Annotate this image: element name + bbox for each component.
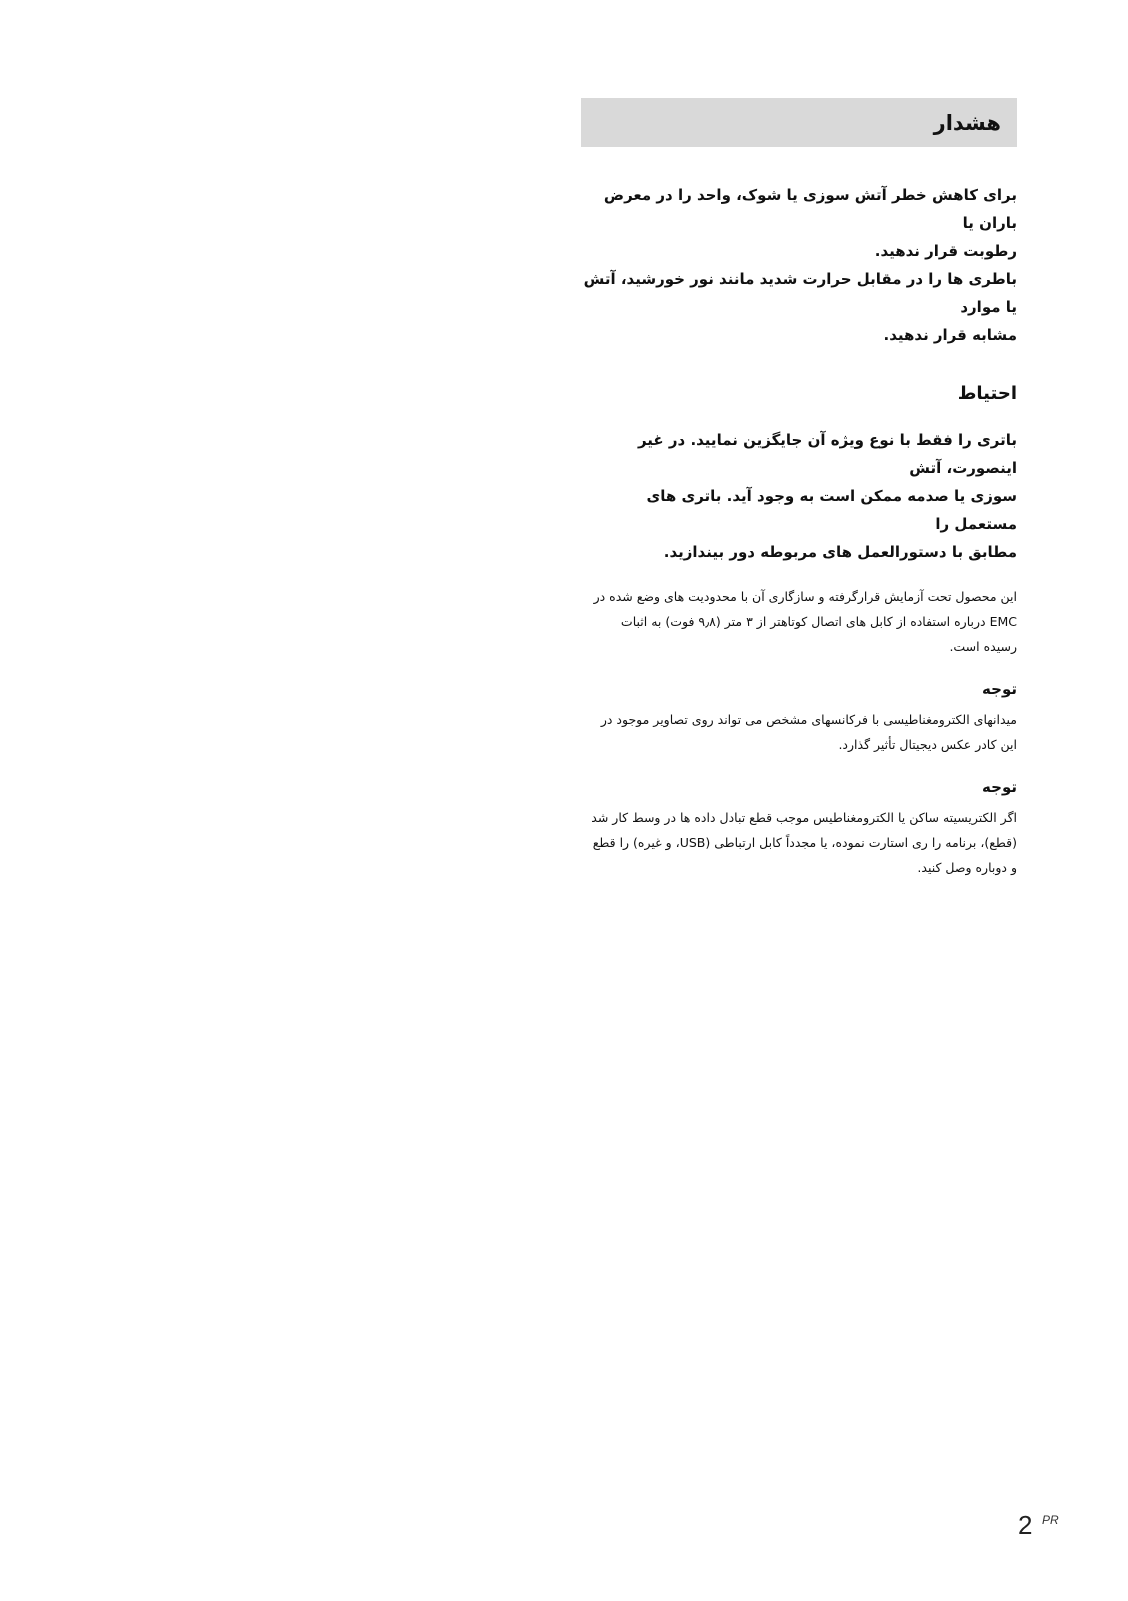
note-line: و دوباره وصل کنید. — [917, 860, 1017, 875]
emc-line: EMC درباره استفاده از کابل های اتصال کوتاهتر از ۳ متر (۹٫۸ فوت) به اثبات — [620, 614, 1017, 629]
caution-line: مطابق با دستورالعمل های مربوطه دور بیندازید. — [663, 543, 1017, 561]
note-title: توجه — [982, 778, 1017, 796]
page-language-code: PR — [1042, 1513, 1059, 1527]
caution-text — [581, 426, 1017, 566]
warning-line: رطوبت قرار ندهید. — [874, 242, 1017, 260]
note-line: این کادر عکس دیجیتال تأثیر گذارد. — [838, 737, 1017, 752]
page-number: 2 — [1018, 1510, 1033, 1540]
warning-header-box — [581, 98, 1017, 147]
emc-statement — [581, 584, 1017, 659]
caution-line: باتری را فقط با نوع ویژه آن جایگزین نمایید. در غیر اینصورت، آتش — [637, 431, 1017, 477]
caution-line: سوزی یا صدمه ممکن است به وجود آید. باتری های مستعمل را — [646, 487, 1017, 533]
warning-line: باطری ها را در مقابل حرارت شدید مانند نور خورشید، آتش یا موارد — [583, 270, 1017, 316]
note-title: توجه — [982, 680, 1017, 698]
emc-line: این محصول تحت آزمایش قرارگرفته و سازگاری آن با محدودیت های وضع شده در — [593, 589, 1017, 604]
warning-text — [581, 181, 1017, 349]
note-line: (قطع)، برنامه را ری استارت نموده، یا مجدداً کابل ارتباطی (USB، و غیره) را قطع — [592, 835, 1017, 850]
content-column — [581, 98, 1017, 880]
warning-line: برای کاهش خطر آتش سوزی یا شوک، واحد را در معرض باران یا — [603, 186, 1017, 232]
warning-line: مشابه قرار ندهید. — [883, 326, 1017, 344]
note-line: میدانهای الکترومغناطیسی با فرکانسهای مشخص می تواند روی تصاویر موجود در — [600, 712, 1017, 727]
note-text — [581, 805, 1017, 880]
note-text — [581, 707, 1017, 757]
warning-title: هشدار — [933, 110, 1001, 135]
caution-title: احتیاط — [957, 383, 1017, 404]
note-line: اگر الکتریسیته ساکن یا الکترومغناطیس موجب قطع تبادل داده ها در وسط کار شد — [591, 810, 1017, 825]
emc-line: رسیده است. — [949, 639, 1017, 654]
